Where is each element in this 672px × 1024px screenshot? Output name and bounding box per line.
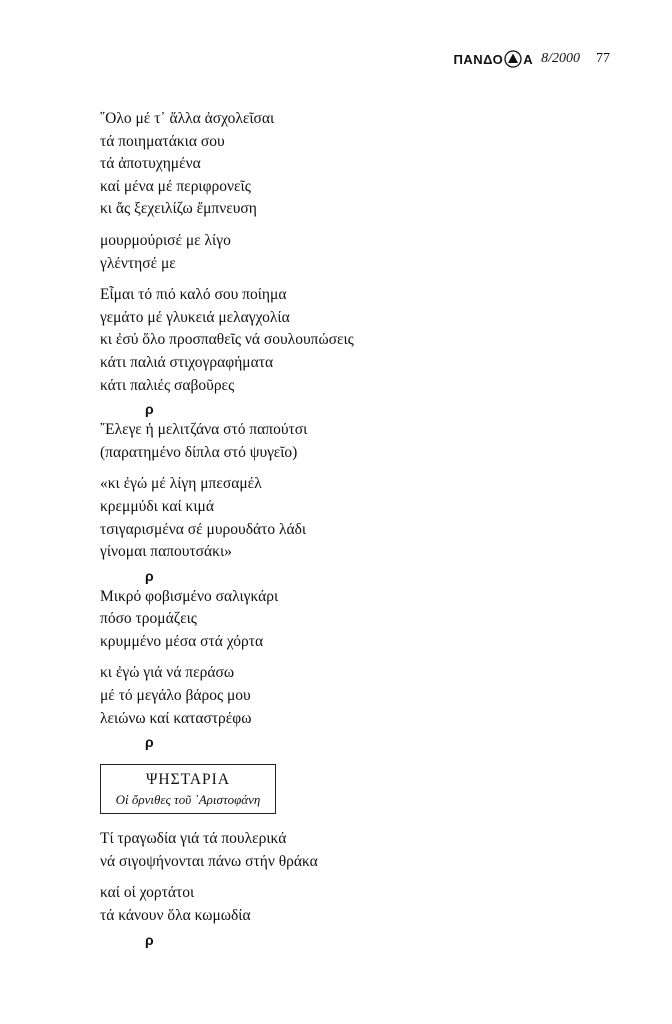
verse-line: κι ἐσύ ὅλο προσπαθεῖς νά σουλουπώσεις — [100, 331, 354, 349]
verse-line: νά σιγοψήνονται πάνω στήν θράκα — [100, 852, 318, 870]
section-subtitle: Οἱ ὄρνιθες τοῦ ᾿Αριστοφάνη — [115, 792, 261, 808]
verse-line: γλέντησέ με — [100, 254, 176, 272]
ornament-separator: ρ — [145, 567, 154, 584]
running-header — [453, 50, 610, 68]
stanza — [100, 586, 520, 654]
section-title: ΨΗΣΤΑΡΙΑ — [145, 771, 231, 789]
stanza — [100, 882, 520, 927]
verse-line: ῞Ολο μέ τ᾿ ἄλλα ἀσχολεῖσαι — [100, 110, 275, 127]
pyramid-eye-icon — [504, 50, 522, 68]
issue-number: 8/2000 — [541, 51, 580, 66]
verse-line: τσιγαρισμένα σέ μυρουδάτο λάδι — [100, 520, 307, 538]
verse-line: μουρμούρισέ με λίγο — [100, 231, 231, 249]
logo-text-right: Α — [523, 51, 534, 67]
journal-logo — [453, 50, 533, 68]
page-body — [100, 108, 520, 950]
ornament-separator: ρ — [145, 931, 154, 948]
verse-line: τά ἀποτυχημένα — [100, 155, 201, 173]
verse-line: τά ποιηματάκια σου — [100, 132, 225, 150]
verse-line: τά κάνουν ὅλα κωμωδία — [100, 907, 251, 925]
verse-line: μέ τό μεγάλο βάρος μου — [100, 687, 251, 705]
page-number: 77 — [596, 51, 610, 66]
verse-line: γεμάτο μέ γλυκειά μελαγχολία — [100, 308, 290, 326]
stanza — [100, 284, 520, 397]
stanza — [100, 419, 520, 464]
verse-line: κι ἐγώ γιά νά περάσω — [100, 664, 235, 682]
verse-line: Εἶμαι τό πιό καλό σου ποίημα — [100, 286, 287, 304]
verse-line: ῎Ελεγε ἡ μελιτζάνα στό παπούτσι — [100, 421, 308, 439]
verse-line: πόσο τρομάζεις — [100, 610, 197, 628]
verse-line: (παρατημένο δίπλα στό ψυγεῖο) — [100, 443, 298, 461]
stanza — [100, 662, 520, 730]
stanza — [100, 473, 520, 563]
verse-line: κάτι παλιά στιχογραφήματα — [100, 353, 274, 371]
stanza — [100, 108, 520, 221]
ornament-separator: ρ — [145, 401, 154, 418]
stanza — [100, 828, 520, 873]
verse-line: κι ἄς ξεχειλίζω ἔμπνευση — [100, 200, 257, 218]
verse-line: γίνομαι παπουτσάκι» — [100, 543, 232, 561]
verse-line: Μικρό φοβισμένο σαλιγκάρι — [100, 587, 279, 605]
stanza — [100, 230, 520, 275]
verse-line: κάτι παλιές σαβοῦρες — [100, 376, 235, 394]
logo-text-left: ΠΑΝΔΟ — [453, 51, 504, 67]
verse-line: κρυμμένο μέσα στά χόρτα — [100, 632, 264, 650]
verse-line: κρεμμύδι καί κιμά — [100, 497, 214, 515]
verse-line: «κι ἐγώ μέ λίγη μπεσαμέλ — [100, 475, 262, 493]
verse-line: καί μένα μέ περιφρονεῖς — [100, 177, 251, 195]
section-title-box — [100, 764, 276, 814]
verse-line: λειώνω καί καταστρέφω — [100, 709, 252, 727]
ornament-separator: ρ — [145, 734, 154, 751]
verse-line: καί οἱ χορτάτοι — [100, 884, 195, 902]
verse-line: Τί τραγωδία γιά τά πουλερικά — [100, 830, 287, 848]
